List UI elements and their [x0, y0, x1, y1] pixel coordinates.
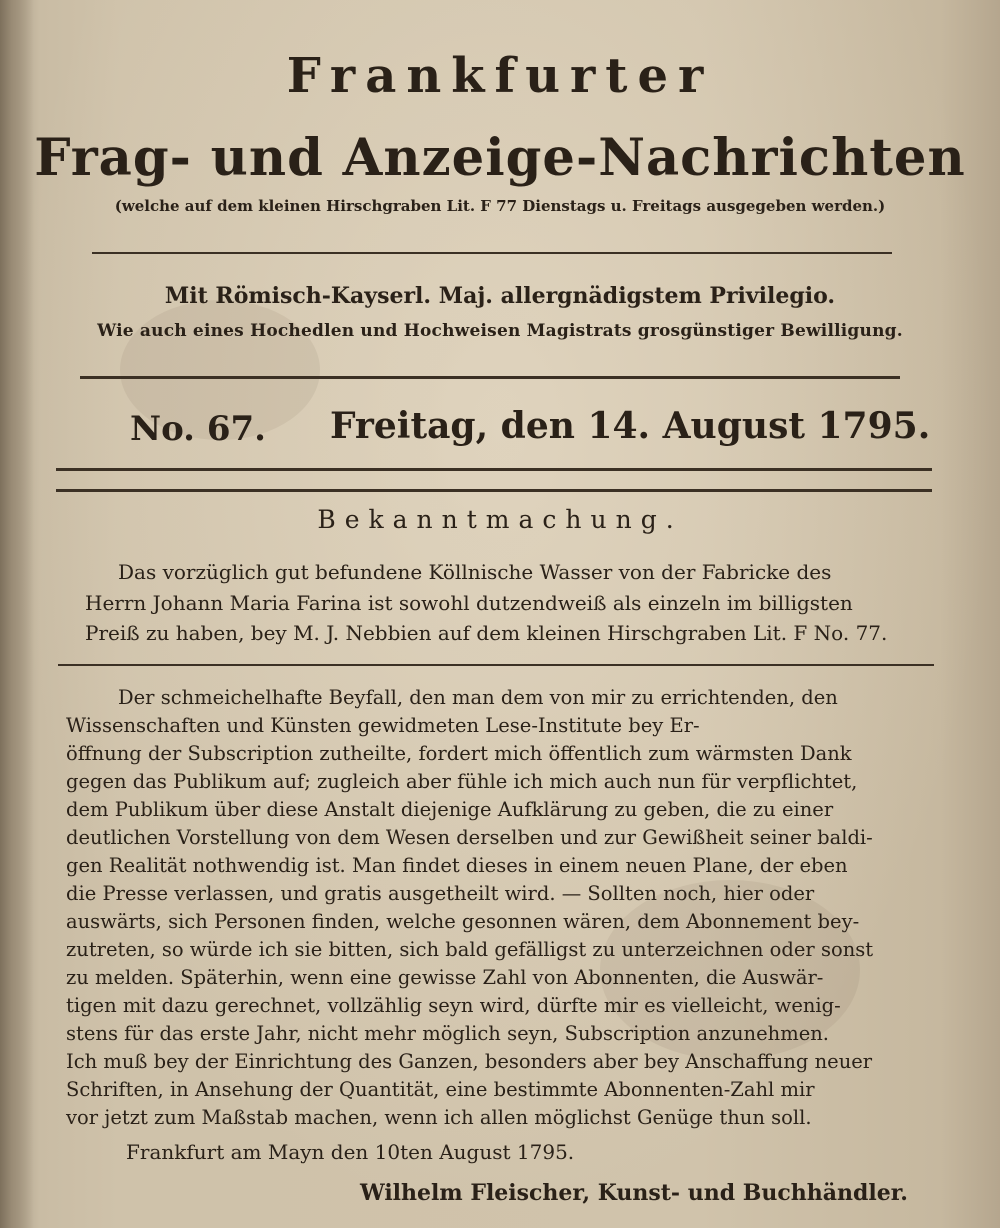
masthead-subtitle: (welche auf dem kleinen Hirschgraben Lit. F 77 Dienstags u. Freitags ausgegeben werden.): [114, 197, 886, 215]
announcement-line: gegen das Publikum auf; zugleich aber fühle ich mich auch nun für verpflichtet,: [66, 770, 858, 793]
announcement-line: auswärts, sich Personen finden, welche gesonnen wären, dem Abonnement bey-: [66, 910, 860, 933]
rule-below-issue-top: [56, 468, 932, 471]
announcement-dateline: Frankfurt am Mayn den 10ten August 1795.: [126, 1140, 575, 1164]
notice-heading: Bekanntmachung.: [317, 505, 683, 534]
announcement-line: zutreten, so würde ich sie bitten, sich bald gefälligst zu unterzeichnen oder sonst: [66, 938, 874, 961]
issue-number: No. 67.: [130, 409, 266, 449]
announcement-line: Wissenschaften und Künsten gewidmeten Lese-Institute bey Er-: [66, 714, 700, 737]
announcement-signature: Wilhelm Fleischer, Kunst- und Buchhändler.: [360, 1180, 908, 1206]
masthead-title-line2: Frag- und Anzeige-Nachrichten: [34, 128, 966, 188]
announcement-line: Der schmeichelhafte Beyfall, den man dem von mir zu errichtenden, den: [118, 686, 838, 709]
announcement-line: stens für das erste Jahr, nicht mehr möglich seyn, Subscription anzunehmen.: [66, 1022, 829, 1045]
privilege-line-2: Wie auch eines Hochedlen und Hochweisen Magistrats grosgünstiger Bewilligung.: [97, 321, 903, 341]
announcement-line: Ich muß bey der Einrichtung des Ganzen, besonders aber bey Anschaffung neuer: [66, 1050, 873, 1073]
notice-line: Preiß zu haben, bey M. J. Nebbien auf dem kleinen Hirschgraben Lit. F No. 77.: [85, 621, 888, 645]
notice-line: Herrn Johann Maria Farina ist sowohl dutzendweiß als einzeln im billigsten: [85, 591, 853, 615]
rule-above-issue: [80, 376, 900, 379]
masthead-title-line1: Frankfurter: [286, 48, 714, 104]
announcement-line: zu melden. Späterhin, wenn eine gewisse Zahl von Abonnenten, die Auswär-: [66, 966, 824, 989]
privilege-line-1: Mit Römisch-Kayserl. Maj. allergnädigstem Privilegio.: [164, 283, 836, 309]
rule-after-notice: [58, 664, 934, 666]
rule-below-issue-bottom: [56, 489, 932, 492]
announcement-line: Schriften, in Ansehung der Quantität, eine bestimmte Abonnenten-Zahl mir: [66, 1078, 815, 1101]
announcement-line: dem Publikum über diese Anstalt diejenige Aufklärung zu geben, die zu einer: [66, 798, 834, 821]
announcement-line: die Presse verlassen, und gratis ausgetheilt wird. — Sollten noch, hier oder: [66, 882, 815, 905]
notice-line: Das vorzüglich gut befundene Köllnische Wasser von der Fabricke des: [118, 560, 832, 584]
announcement-line: deutlichen Vorstellung von dem Wesen derselben und zur Gewißheit seiner baldi-: [66, 826, 873, 849]
announcement-line: öffnung der Subscription zutheilte, fordert mich öffentlich zum wärmsten Dank: [66, 742, 852, 765]
announcement-line: gen Realität nothwendig ist. Man findet dieses in einem neuen Plane, der eben: [66, 854, 848, 877]
issue-date: Freitag, den 14. August 1795.: [330, 405, 931, 447]
rule-under-masthead: [92, 252, 892, 254]
announcement-line: vor jetzt zum Maßstab machen, wenn ich allen möglichst Genüge thun soll.: [66, 1106, 812, 1129]
announcement-line: tigen mit dazu gerechnet, vollzählig seyn wird, dürfte mir es vielleicht, wenig-: [66, 994, 841, 1017]
